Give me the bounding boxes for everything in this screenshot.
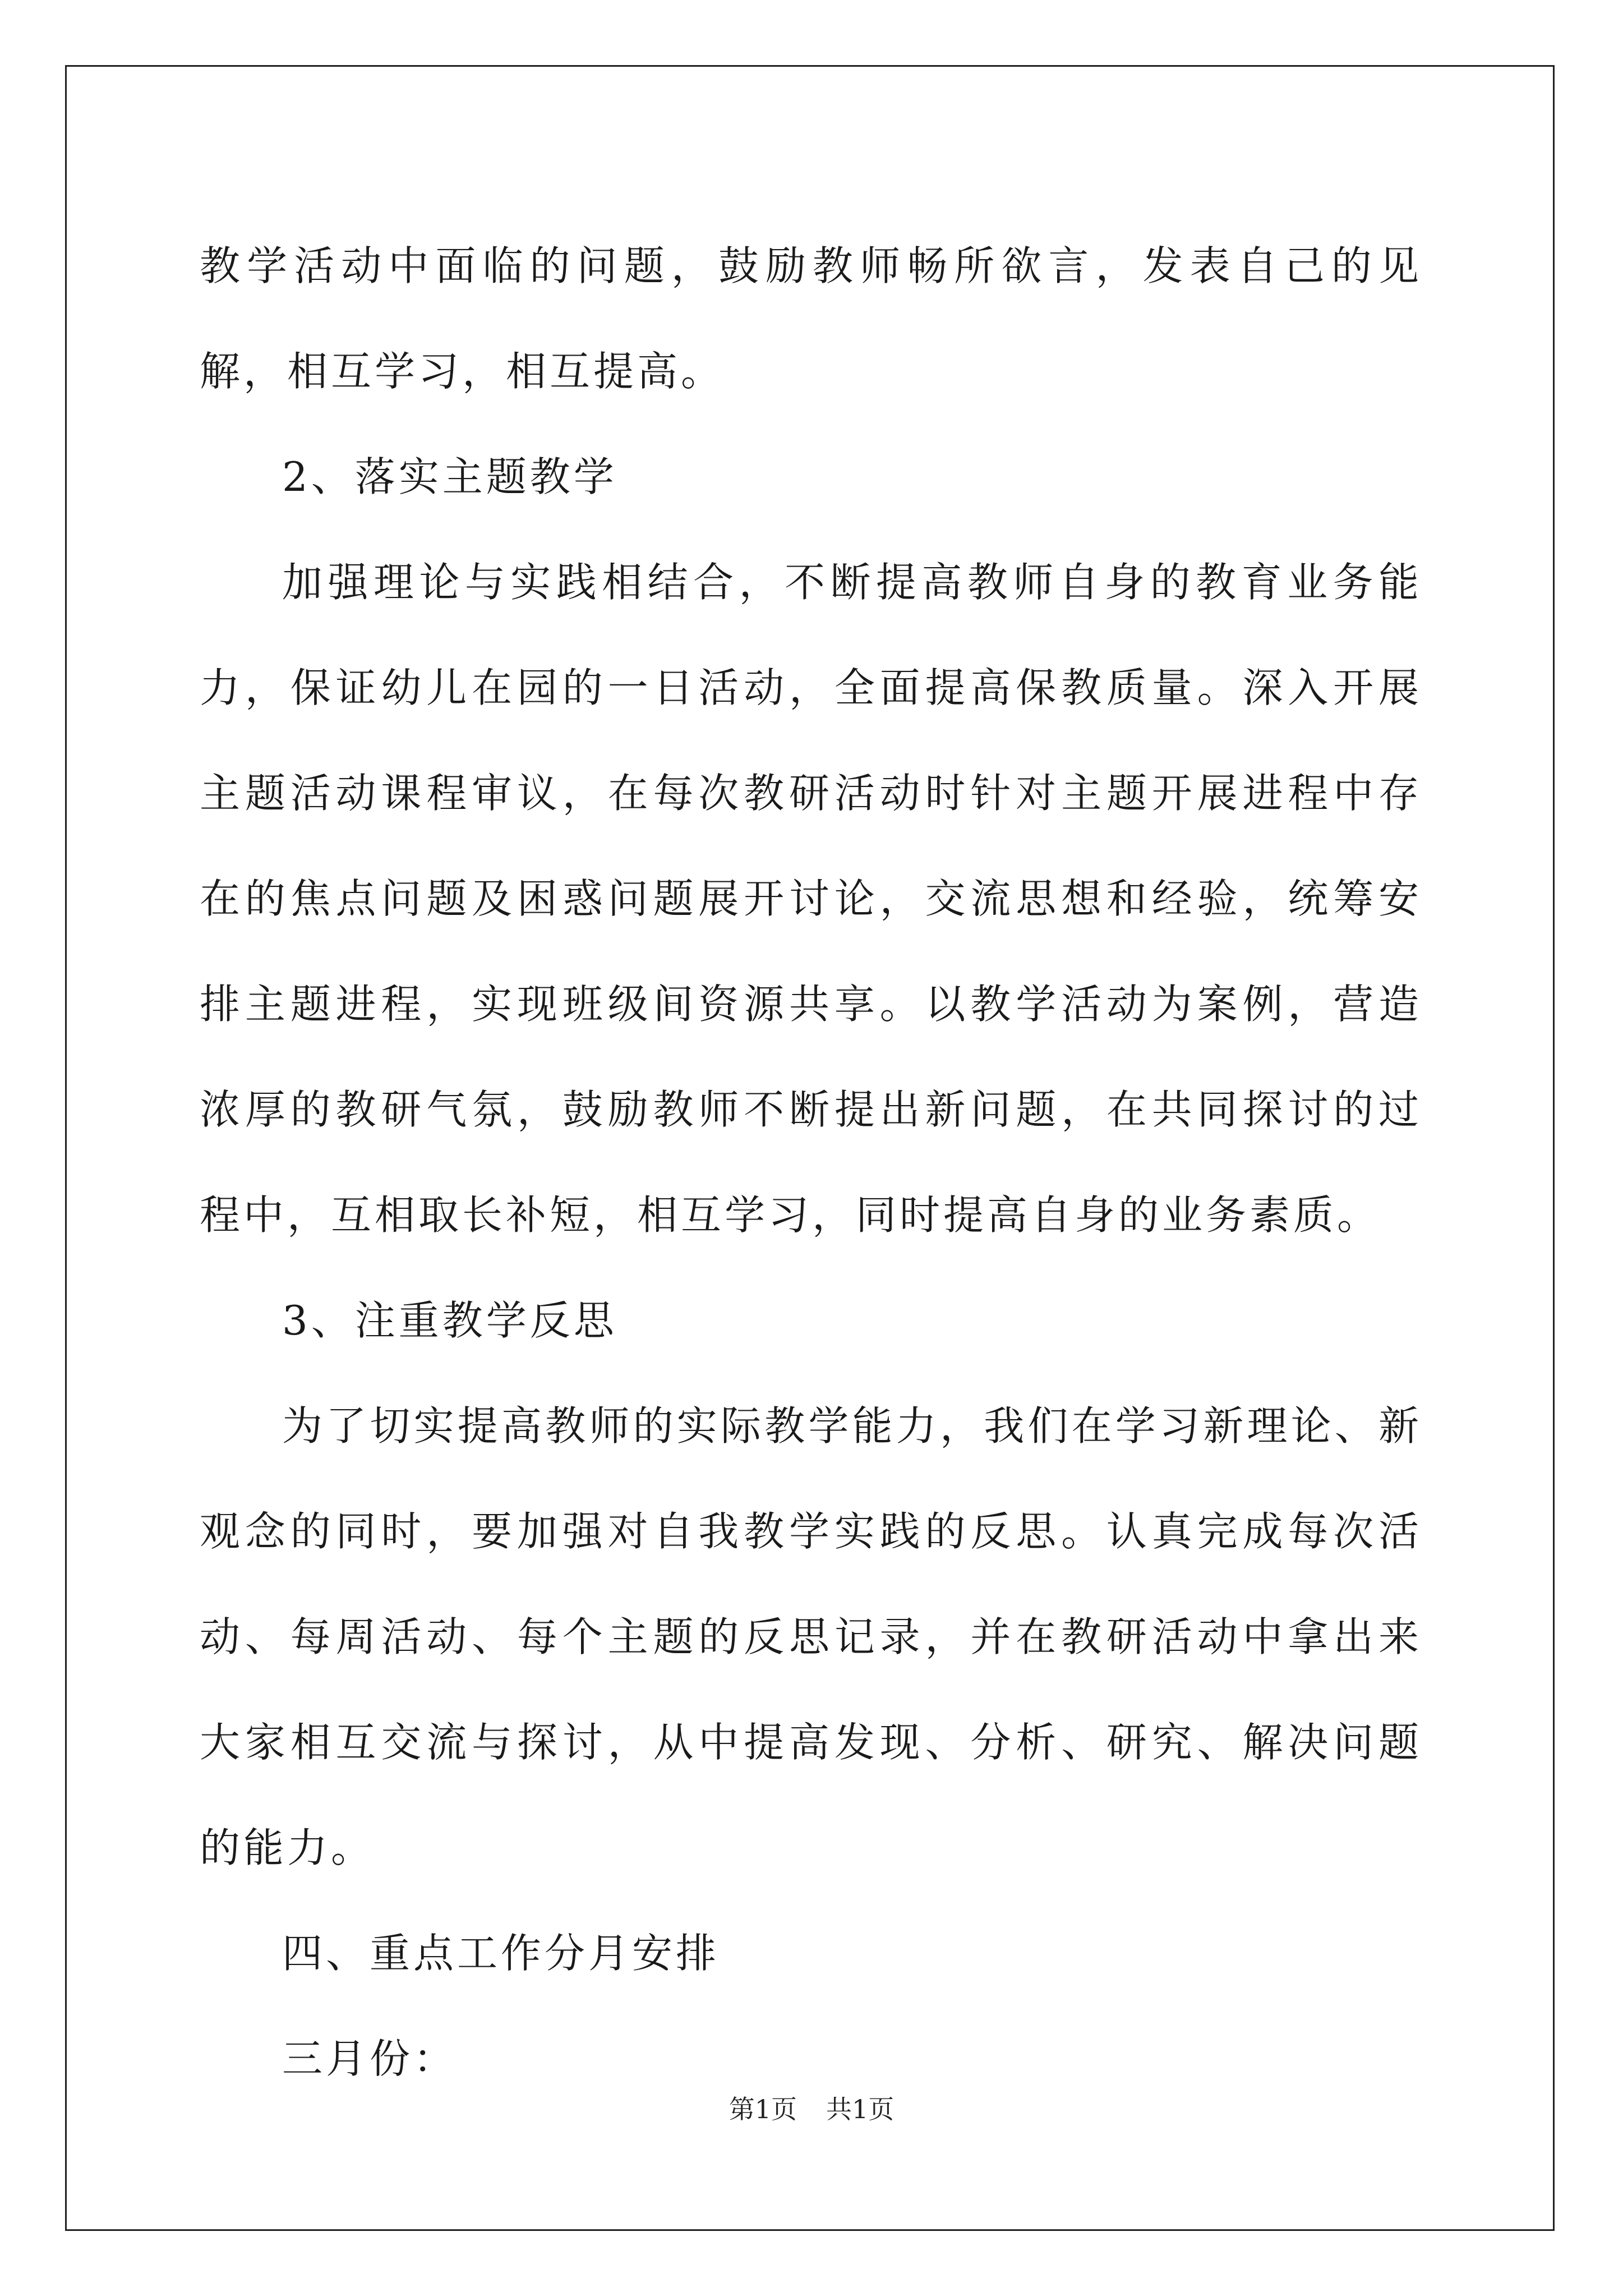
paragraph-continuation: 教学活动中面临的问题，鼓励教师畅所欲言，发表自己的见解，相互学习，相互提高。 <box>200 242 1422 395</box>
section-heading-4: 四、重点工作分月安排 <box>282 1930 720 1977</box>
paragraph-theme-teaching: 加强理论与实践相结合，不断提高教师自身的教育业务能力，保证幼儿在园的一日活动，全面提高保教质量。深入开展主题活动课程审议，在每次教研活动时针对主题开展进程中存在的焦点问题及困惑问题展开讨论，交流思想和经验，统筹安排主题进程，实现班级间资源共享。以教学活动为案例，营造浓厚的教研气氛，鼓励教师不断提出新问题，在共同探讨的过程中，互相取长补短，相互学习，同时提高自身的业务素质。 <box>200 559 1422 1239</box>
month-heading-march: 三月份： <box>282 2035 458 2082</box>
page-number: 第1页 <box>728 2094 797 2124</box>
section-heading-2: 2、落实主题教学 <box>282 453 617 500</box>
page-total: 共1页 <box>826 2094 895 2124</box>
document-body <box>200 213 1422 2111</box>
section-heading-3: 3、注重教学反思 <box>282 1297 617 1344</box>
paragraph-reflection: 为了切实提高教师的实际教学能力，我们在学习新理论、新观念的同时，要加强对自我教学实践的反思。认真完成每次活动、每周活动、每个主题的反思记录，并在教研活动中拿出来大家相互交流与探讨，从中提高发现、分析、研究、解决问题的能力。 <box>200 1402 1422 1871</box>
page-footer <box>0 2092 1623 2126</box>
